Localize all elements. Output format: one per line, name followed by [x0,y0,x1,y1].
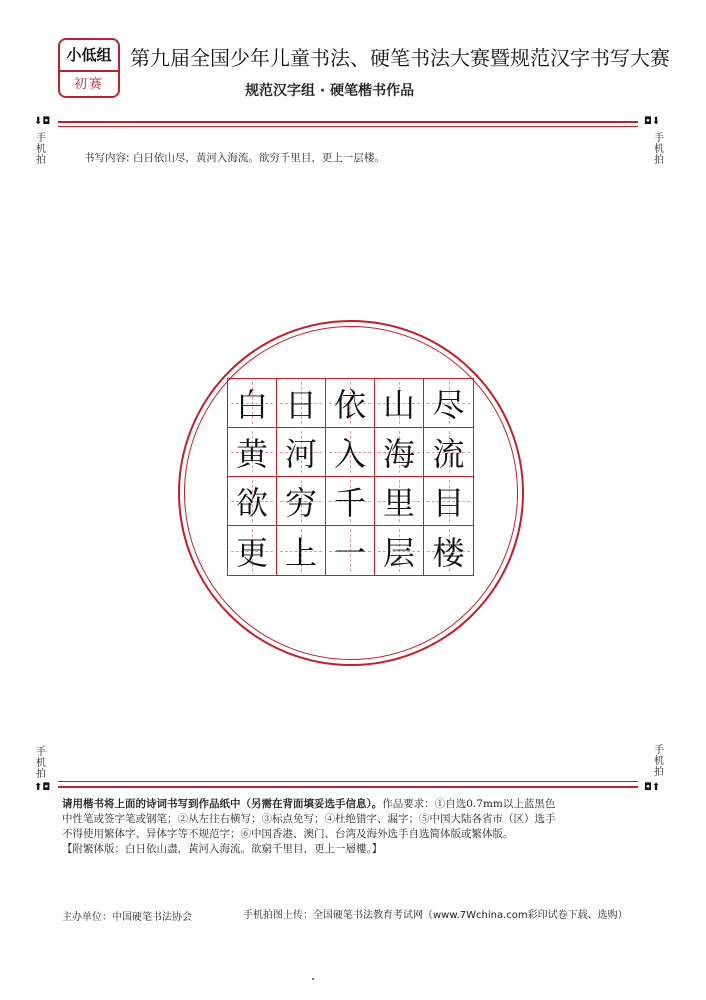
side-label-phone-shoot: 手 机 拍 [36,747,46,780]
grid-cell [277,477,326,526]
side-label-phone-shoot: 手 机 拍 [654,745,664,778]
camera-icon: ⬆◘ [34,782,51,793]
traditional-version-note: 【附繁体版：白日依山盡，黃河入海流。欲窮千里目，更上一層樓。】 [62,843,383,855]
grid-cell [228,477,277,526]
grid-character: 穷 [284,484,317,522]
top-rule [58,121,638,123]
camera-icon: ⬇◘ [34,116,51,127]
grid-cell [424,526,473,575]
grid-character: 里 [382,484,415,522]
writing-content [84,150,385,165]
grid-character: 流 [432,435,465,473]
grid-character: 海 [382,435,415,473]
page-title: 第九届全国少年儿童书法、硬笔书法大赛暨规范汉字书写大赛 [130,46,670,70]
upload-info: 手机拍图上传：全国硬笔书法教育考试网（www.7Wchina.com彩印试卷下载、选购） [243,910,628,921]
grid-character: 楼 [432,533,465,572]
camera-icon: ◘⬇ [644,116,661,127]
writing-content-label: 书写内容: [84,152,130,164]
grid-cell [326,379,375,428]
bottom-rule-thin [58,781,638,782]
side-label-phone-shoot: 手 机 拍 [36,133,46,166]
grid-character: 一 [333,533,366,572]
grid-cell [277,428,326,477]
grid-character: 依 [333,386,366,424]
group-badge [58,38,120,98]
side-label-phone-shoot: 手 机 拍 [654,133,664,166]
page-dot [312,978,314,980]
grid-character: 上 [284,533,317,572]
grid-character: 河 [284,435,317,473]
instruction-line: 中性笔或签字笔或钢笔；②从左往右横写；③标点免写；④杜绝错字、漏字；⑤中国大陆各省市（区）选手 [62,813,556,825]
grid-character: 入 [333,435,366,473]
grid-cell [375,477,424,526]
top-rule-thin [58,126,638,127]
grid-cell [375,526,424,575]
grid-character: 欲 [235,484,268,522]
grid-cell [228,526,277,575]
grid-cell [375,379,424,428]
grid-cell [326,526,375,575]
page-subtitle: 规范汉字组 · 硬笔楷书作品 [245,83,415,99]
grid-character: 山 [382,386,415,424]
instruction-line: 请用楷书将上面的诗词书写到作品纸中（另需在背面填妥选手信息）。作品要求：①自选0.7mm以上蓝黑色 [62,798,556,810]
grid-character: 千 [333,484,366,522]
camera-icon: ◘⬆ [644,782,661,793]
grid-cell [424,379,473,428]
grid-cell [228,379,277,428]
grid-cell [277,526,326,575]
grid-cell [424,428,473,477]
badge-stage-label: 初赛 [73,77,104,92]
grid-cell [228,428,277,477]
grid-character: 目 [432,484,465,522]
instructions [62,797,652,857]
grid-cell [277,379,326,428]
grid-cell [424,477,473,526]
grid-character: 更 [235,533,268,572]
grid-character: 尽 [432,386,465,424]
grid-cell [326,477,375,526]
instruction-line: 不得使用繁体字、异体字等不规范字；⑥中国香港、澳门、台湾及海外选手自选简体版或繁体版。 [62,828,514,840]
grid-character: 层 [382,533,415,572]
grid-character: 黄 [235,435,268,473]
grid-character: 白 [235,386,268,424]
grid-character: 日 [284,386,317,424]
grid-cell [326,428,375,477]
writing-content-text: 白日依山尽，黄河入海流。欲穷千里目，更上一层楼。 [132,152,385,164]
grid-cell [375,428,424,477]
badge-group-label: 小低组 [60,40,118,72]
bottom-rule [58,786,638,788]
character-grid [227,378,474,576]
organizer: 主办单位：中国硬笔书法协会 [62,912,192,923]
